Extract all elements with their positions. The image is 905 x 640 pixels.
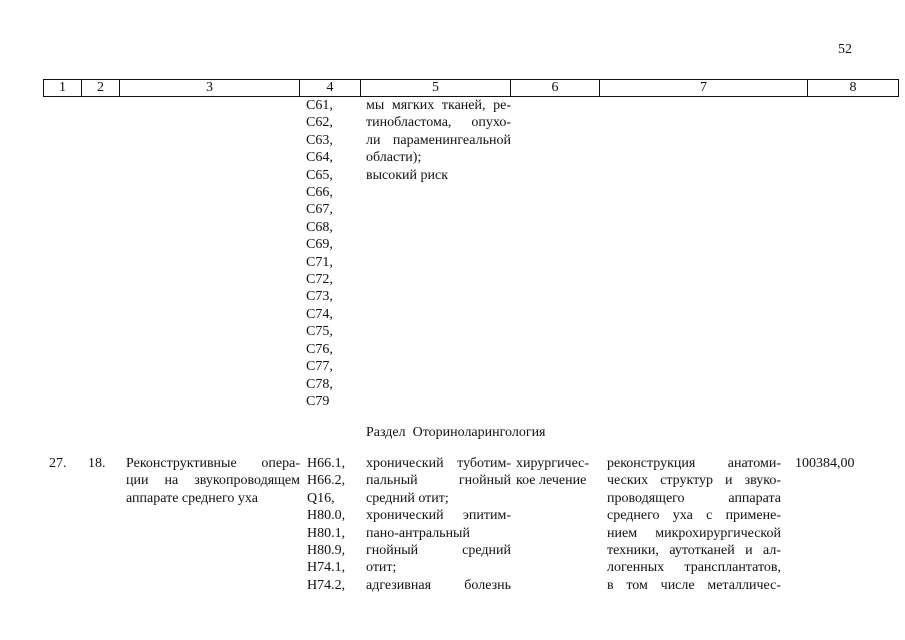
header-col-3: 3	[120, 80, 300, 97]
code: H80.9,	[307, 543, 346, 559]
code: C74,	[306, 306, 333, 322]
diagnosis-line: хронический эпитим-	[366, 508, 511, 524]
method-line: логенных трансплантатов,	[607, 560, 781, 576]
method-line: реконструкция анатоми-	[607, 456, 781, 471]
diagnosis-line: пано-антральный	[366, 525, 470, 541]
code: H74.2,	[307, 577, 346, 593]
method-line: проводящего аппарата	[607, 490, 781, 506]
procedure-name	[126, 455, 300, 507]
code: C77,	[306, 359, 333, 375]
header-col-8: 8	[808, 80, 899, 97]
code: C79	[306, 393, 330, 409]
diagnosis-line: области);	[366, 150, 422, 166]
code: C68,	[306, 219, 333, 235]
code: C71,	[306, 254, 333, 270]
continuation-codes	[306, 97, 333, 410]
code: H66.1,	[307, 456, 346, 471]
row-method	[607, 455, 781, 594]
row-number	[49, 455, 67, 472]
code: C75,	[306, 324, 333, 340]
diagnosis-line: пальный гнойный	[366, 473, 511, 489]
row-subnumber-text: 18.	[88, 456, 106, 471]
code: C72,	[306, 272, 333, 288]
code: Q16,	[307, 490, 335, 506]
code: C63,	[306, 132, 333, 148]
code: C69,	[306, 237, 333, 253]
diagnosis-line: гнойный средний	[366, 543, 511, 559]
column-number-header	[43, 79, 899, 97]
row-cost	[795, 455, 855, 472]
header-col-5: 5	[361, 80, 511, 97]
code: C78,	[306, 376, 333, 392]
continuation-diagnosis	[366, 97, 511, 184]
code: C62,	[306, 115, 333, 131]
header-col-2: 2	[82, 80, 120, 97]
code: C65,	[306, 167, 333, 183]
section-title: Раздел Оториноларингология	[366, 425, 546, 440]
code: C66,	[306, 185, 333, 201]
diagnosis-line: отит;	[366, 560, 397, 576]
code: C73,	[306, 289, 333, 305]
diagnosis-line: адгезивная болезнь	[366, 577, 511, 593]
cost-value: 100384,00	[795, 456, 855, 471]
diagnosis-line: средний отит;	[366, 490, 449, 506]
code: H80.1,	[307, 525, 346, 541]
method-line: ческих структур и звуко-	[607, 473, 781, 489]
method-line: нием микрохирургической	[607, 525, 781, 541]
procedure-name-line: аппарате среднего уха	[126, 490, 258, 506]
header-col-1: 1	[44, 80, 82, 97]
method-line: в том числе металличес-	[607, 577, 781, 593]
treatment-line: кое лечение	[516, 473, 587, 489]
code: C76,	[306, 341, 333, 357]
row-number-text: 27.	[49, 456, 67, 471]
method-line: техники, аутотканей и ал-	[607, 543, 781, 559]
diagnosis-line: ли параменингеальной	[366, 132, 511, 148]
code: H80.0,	[307, 508, 346, 524]
code: C61,	[306, 98, 333, 113]
header-col-6: 6	[511, 80, 600, 97]
header-col-7: 7	[600, 80, 808, 97]
diagnosis-line: хронический туботим-	[366, 456, 511, 471]
code: C64,	[306, 150, 333, 166]
row-subnumber	[88, 455, 106, 472]
page-number: 52	[838, 42, 852, 57]
diagnosis-line: высокий риск	[366, 167, 449, 183]
method-line: среднего уха с примене-	[607, 508, 781, 524]
procedure-name-line: Реконструктивные опера-	[126, 456, 300, 471]
treatment-line: хирургичес-	[516, 456, 590, 471]
code: H66.2,	[307, 473, 346, 489]
row-diagnosis	[366, 455, 511, 594]
row-codes	[307, 455, 345, 594]
procedure-name-line: ции на звукопроводящем	[126, 473, 300, 489]
code: C67,	[306, 202, 333, 218]
row-treatment-type	[516, 455, 589, 490]
header-col-4: 4	[300, 80, 361, 97]
diagnosis-line: мы мягких тканей, ре-	[366, 98, 511, 113]
code: H74.1,	[307, 560, 346, 576]
diagnosis-line: тинобластома, опухо-	[366, 115, 511, 131]
